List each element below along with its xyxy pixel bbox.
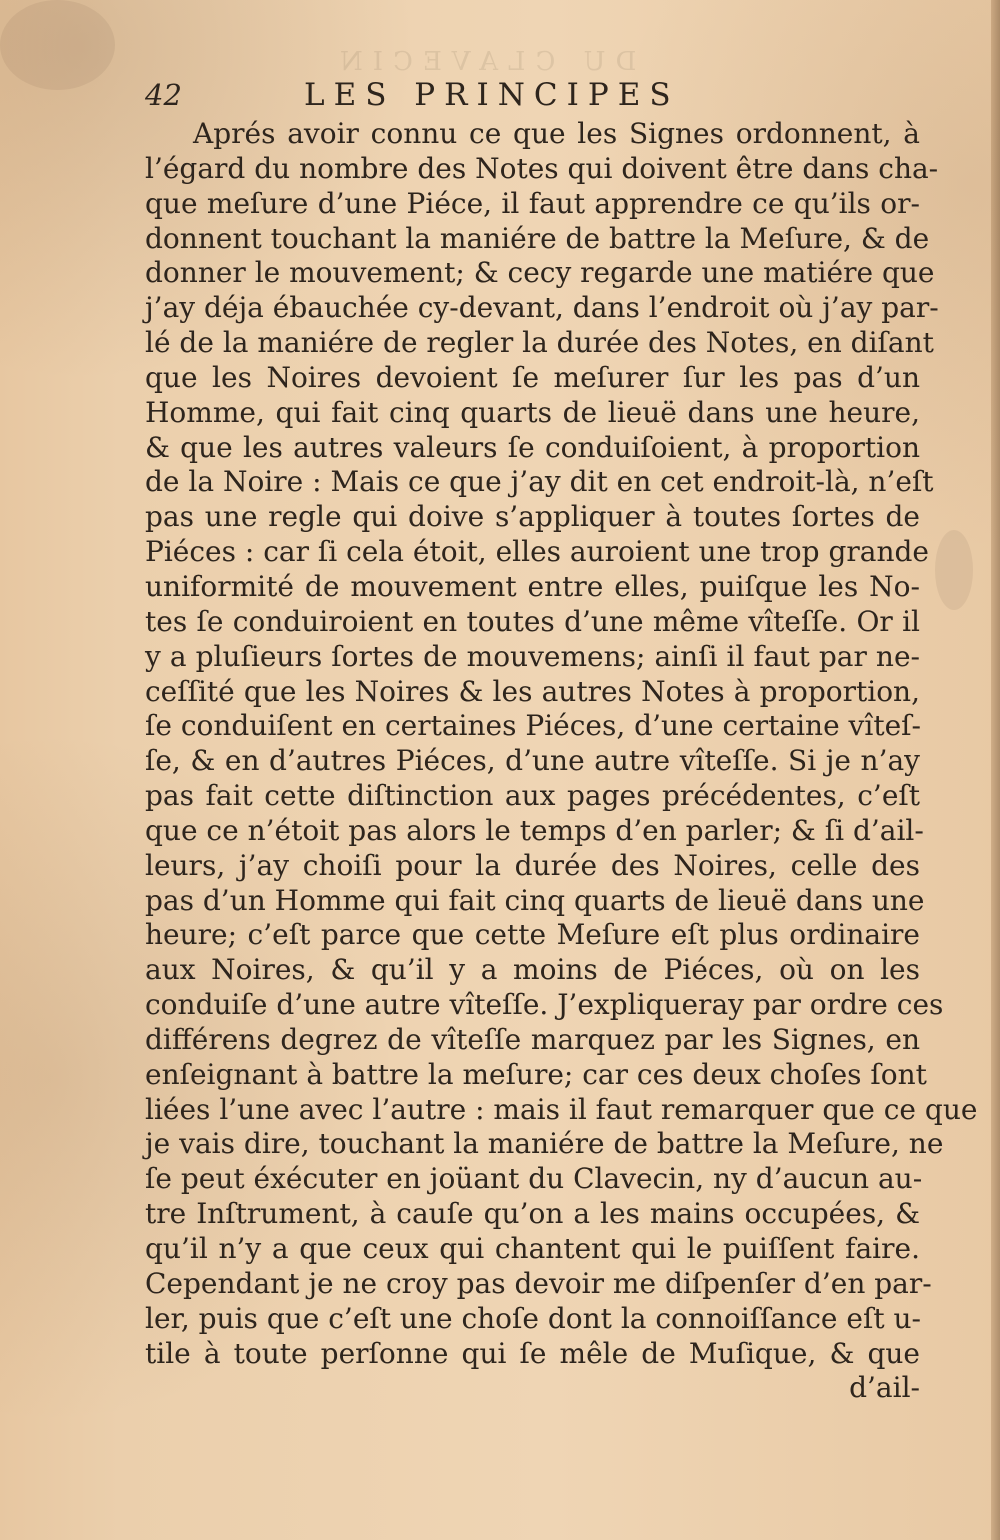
text-line: pas d’un Homme qui fait cinq quarts de lieuë dans une bbox=[145, 883, 925, 917]
text-line: pas une regle qui doive s’appliquer à toutes ſortes de bbox=[145, 500, 920, 534]
text-line: donnent touchant la maniére de battre la Meſure, & de bbox=[145, 221, 930, 255]
paper-stain bbox=[935, 530, 973, 610]
text-line: que meſure d’une Piéce, il faut apprendre ce qu’ils or- bbox=[145, 186, 920, 220]
text-line: tre Inſtrument, à cauſe qu’on a les mains occupées, & bbox=[145, 1197, 920, 1231]
text-line: ſe peut éxécuter en joüant du Clavecin, ny d’aucun au- bbox=[145, 1162, 923, 1196]
text-line: lé de la maniére de regler la durée des Notes, en diſant bbox=[145, 326, 934, 360]
text-line: ſe conduiſent en certaines Piéces, d’une certaine vîteſ- bbox=[145, 709, 921, 743]
text-line: liées l’une avec l’autre : mais il faut remarquer que ce que bbox=[145, 1092, 978, 1126]
text-line: uniformité de mouvement entre elles, puiſque les No- bbox=[145, 569, 920, 603]
text-line: aux Noires, & qu’il y a moins de Piéces, où on les bbox=[145, 953, 920, 987]
text-line: ſe, & en d’autres Piéces, d’une autre vîteſſe. Si je n’ay bbox=[145, 744, 920, 778]
text-line: ler, puis que c’eſt une choſe dont la connoiſſance eſt u- bbox=[145, 1301, 921, 1335]
show-through-text: DU CLAVECIN bbox=[330, 47, 637, 77]
text-line: conduiſe d’une autre vîteſſe. J’expliqueray par ordre ces bbox=[145, 988, 944, 1022]
book-text bbox=[145, 117, 978, 1406]
text-line: Homme, qui fait cinq quarts de lieuë dans une heure, bbox=[145, 395, 920, 429]
text-line: j’ay déja ébauchée cy-devant, dans l’endroit où j’ay par- bbox=[145, 291, 939, 325]
text-line: tile à toute perſonne qui ſe mêle de Muſique, & que bbox=[145, 1336, 920, 1370]
text-line: l’égard du nombre des Notes qui doivent être dans cha- bbox=[145, 151, 939, 185]
text-line: différens degrez de vîteſſe marquez par les Signes, en bbox=[145, 1022, 920, 1056]
text-line: enſeignant à battre la meſure; car ces deux choſes ſont bbox=[145, 1057, 927, 1091]
running-title: LES PRINCIPES bbox=[304, 77, 680, 113]
paper-stain bbox=[0, 0, 115, 90]
text-line: de la Noire : Mais ce que j’ay dit en cet endroit-là, n’eſt bbox=[145, 465, 934, 499]
text-line: que ce n’étoit pas alors le temps d’en parler; & ſi d’ail- bbox=[145, 813, 924, 847]
text-line: heure; c’eſt parce que cette Meſure eſt plus ordinaire bbox=[145, 918, 920, 952]
text-line: qu’il n’y a que ceux qui chantent qui le puiſſent faire. bbox=[145, 1232, 920, 1265]
text-line: Cependant je ne croy pas devoir me diſpenſer d’en par- bbox=[145, 1266, 932, 1300]
text-line: y a pluſieurs ſortes de mouvemens; ainſi il faut par ne- bbox=[145, 639, 920, 673]
catchword: d’ail- bbox=[849, 1371, 920, 1405]
text-line: je vais dire, touchant la maniére de battre la Meſure, ne bbox=[145, 1127, 944, 1161]
text-line: que les Noires devoient ſe meſurer ſur les pas d’un bbox=[145, 360, 920, 394]
text-line: tes ſe conduiroient en toutes d’une même vîteſſe. Or il bbox=[145, 604, 920, 638]
text-line: ceſſité que les Noires & les autres Notes à proportion, bbox=[145, 674, 920, 708]
text-line: donner le mouvement; & cecy regarde une matiére que bbox=[145, 256, 935, 290]
text-line: leurs, j’ay choiſi pour la durée des Noires, celle des bbox=[145, 848, 920, 882]
page-header bbox=[145, 76, 780, 114]
text-line: Aprés avoir connu ce que les Signes ordonnent, à bbox=[193, 117, 920, 150]
text-line: Piéces : car ſi cela étoit, elles auroient une trop grande bbox=[145, 535, 929, 569]
text-line: pas fait cette diſtinction aux pages précédentes, c’eſt bbox=[145, 779, 920, 813]
page-number: 42 bbox=[145, 78, 182, 112]
text-line: & que les autres valeurs ſe conduiſoient, à proportion bbox=[145, 430, 920, 464]
